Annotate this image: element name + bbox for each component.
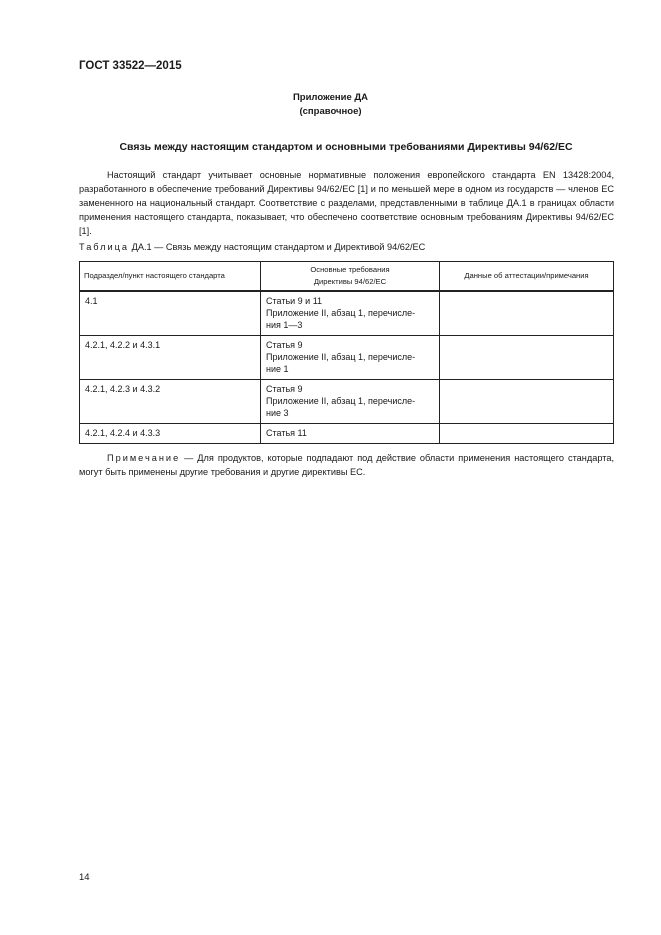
table-caption-label: Таблица	[79, 242, 130, 252]
document-code: ГОСТ 33522—2015	[79, 60, 182, 72]
cell-requirements	[261, 424, 440, 444]
requirement-line: Статья 11	[266, 428, 307, 438]
requirement-line: Приложение II, абзац 1, перечисле-	[266, 352, 416, 362]
cell-clause: 4.2.1, 4.2.2 и 4.3.1	[80, 336, 261, 380]
cell-requirements	[261, 336, 440, 380]
table-note	[79, 451, 614, 479]
cell-clause: 4.1	[80, 291, 261, 336]
note-label: Примечание	[107, 453, 181, 463]
header-clause: Подраздел/пункт настоящего стандарта	[80, 262, 261, 292]
requirement-line: ния 1—3	[266, 320, 303, 330]
cell-notes	[440, 380, 614, 424]
annex-label: Приложение ДА	[292, 92, 369, 103]
annex-status: (справочное)	[299, 105, 362, 117]
header-requirements-line: Директивы 94/62/ЕС	[313, 277, 387, 286]
cell-clause: 4.2.1, 4.2.3 и 4.3.2	[80, 380, 261, 424]
cell-notes	[440, 336, 614, 380]
table-row	[80, 424, 614, 444]
header-notes: Данные об аттестации/примечания	[440, 262, 614, 292]
requirement-line: Приложение II, абзац 1, перечисле-	[266, 396, 416, 406]
table-caption-text: ДА.1 — Связь между настоящим стандартом и Директивой 94/62/ЕС	[131, 242, 426, 252]
cell-notes	[440, 291, 614, 336]
note-text: — Для продуктов, которые подпадают под действие области применения настоящего стандарта, могут быть применены другие требования и другие директивы ЕС.	[79, 453, 614, 477]
cell-requirements	[261, 291, 440, 336]
annex-title: Связь между настоящим стандартом и основными требованиями Директивы 94/62/ЕС	[119, 141, 573, 153]
requirement-line: Статьи 9 и 11	[266, 296, 323, 306]
table-row	[80, 336, 614, 380]
requirement-line: Статья 9	[266, 340, 303, 350]
cell-clause: 4.2.1, 4.2.4 и 4.3.3	[80, 424, 261, 444]
requirement-line: Статья 9	[266, 384, 303, 394]
intro-paragraph: Настоящий стандарт учитывает основные нормативные положения европейского стандарта EN 13428:2004, разработанного в обеспечение требований Директивы 94/62/ЕС [1] и по меньшей мере в одном из государств — членов ЕС замененного на национальный стандарт. Соответствие с разделами, представленными в таблице ДА.1 в границах области применения настоящего стандарта, показывает, что обеспечено соответствие основным требованиям Директивы 94/62/ЕС [1].	[79, 170, 614, 236]
header-requirements-line: Основные требования	[310, 265, 390, 274]
requirement-line: Приложение II, абзац 1, перечисле-	[266, 308, 416, 318]
table-row	[80, 380, 614, 424]
requirement-line: ние 3	[266, 408, 289, 418]
table-caption	[79, 242, 425, 252]
requirement-line: ние 1	[266, 364, 289, 374]
cell-requirements	[261, 380, 440, 424]
annex-heading	[0, 91, 661, 118]
header-requirements	[261, 262, 440, 292]
table-header-row	[80, 262, 614, 292]
requirements-table	[79, 261, 614, 444]
page-number: 14	[79, 872, 90, 883]
table-row	[80, 291, 614, 336]
cell-notes	[440, 424, 614, 444]
